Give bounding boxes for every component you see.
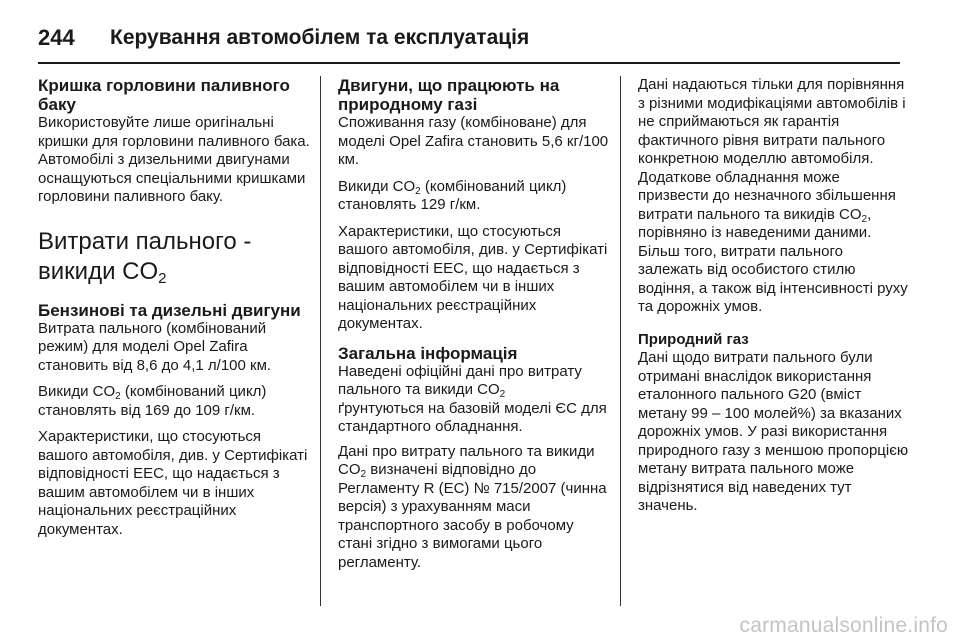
emissions-subscript: 2 [115,391,121,402]
paragraph-gas-consumption: Споживання газу (комбіноване) для моделі Opel Zafira становить 5,6 кг/100 км. [338,114,609,168]
paragraph-general-2 [338,443,610,573]
column-1 [38,76,310,547]
column-divider-1 [320,76,321,606]
heading-general-info: Загальна інформація [338,343,518,363]
heading-consumption-subscript: 2 [158,269,167,287]
page-number: 244 [38,25,75,50]
paragraph-emissions [38,383,310,420]
emissions-text-b: (комбінований цикл) становлять від 169 до 109 г/км. [38,383,267,419]
header-rule [38,62,900,64]
gas-emissions-text-a: Викиди CO [338,177,416,195]
page-header [38,16,900,60]
data-text-b: , порівняно із наведеними даними. Більш того, витрати пального залежать від особистого стилю водіння, а також від інтенсивності руху та дорожніх умов. [638,205,908,315]
heading-fuel-consumption [38,227,310,287]
general-1-subscript: 2 [499,389,506,400]
paragraph-specs: Характеристики, що стосуються вашого автомобіля, див. у Сертифікаті відповідності ЕЕС, що надається з вашим автомобілем чи в інших національних реєстраційних документах. [38,428,308,538]
general-1-text-b: ґрунтуються на базовій моделі ЄС для стандартного обладнання. [338,399,607,435]
column-2 [338,76,610,580]
watermark: carmanualsonline.info [739,614,948,637]
heading-petrol-diesel: Бензинові та дизельні двигуни [38,300,301,320]
general-2-text-b: визначені відповідно до Регламенту R (EC) № 715/2007 (чинна версія) з урахуванням маси транспортного засобу в робочому стані згідно з вимогами цього регламенту. [338,461,607,571]
general-2-subscript: 2 [360,469,367,480]
heading-gas-engines: Двигуни, що працюють на природному газі [338,76,560,114]
paragraph-general-1 [338,363,610,437]
emissions-text-a: Викиди CO [38,383,116,400]
heading-consumption-line2: викиди CO [38,257,159,285]
heading-natural-gas: Природний газ [638,330,749,348]
paragraph-data-disclaimer [638,76,910,317]
general-2-text-a: Дані про витрату пального та викиди CO [338,442,595,478]
column-3 [638,76,910,524]
paragraph-consumption: Витрата пального (комбінований режим) для моделі Opel Zafira становить від 8,6 до 4,1 л/100 км. [38,319,272,374]
heading-fuel-cap: Кришка горловини паливного баку [38,76,290,114]
data-text-a: Дані надаються тільки для порівняння з різними модифікаціями автомобілів і не сприймаються як гарантія фактичного рівня витрати пального конкретною моделлю автомобіля. Додаткове обладнання може призвести до незначного збільшення витрати пального та викидів CO [638,76,906,223]
gas-emissions-subscript: 2 [415,185,421,197]
data-subscript: 2 [861,213,868,225]
general-1-text-a: Наведені офіційні дані про витрату пального та викиди CO [338,362,582,398]
paragraph-natural-gas: Дані щодо витрати пального були отримані внаслідок використання еталонного пального G20 (вміст метану 99 – 100 молей%) за вказаних дорожніх умов. У разі використання природного газу з меншою пропорцією метану витрата пального може відрізнятися від наведених тут значень. [638,349,909,514]
gas-emissions-text-b: (комбінований цикл) становлять 129 г/км. [338,177,567,213]
paragraph-gas-emissions [338,178,610,215]
page-title: Керування автомобілем та експлуатація [110,26,530,49]
column-divider-2 [620,76,621,606]
paragraph-specs-2: Характеристики, що стосуються вашого автомобіля, див. у Сертифікаті відповідності ЕЕС, що надається з вашим автомобілем чи в інших національних реєстраційних документах. [338,222,608,332]
heading-consumption-line1: Витрати пального - [38,227,252,255]
paragraph-fuel-cap: Використовуйте лише оригінальні кришки для горловини паливного бака. Автомобілі з дизельними двигунами оснащуються спеціальними кришками горловини паливного баку. [38,114,310,205]
